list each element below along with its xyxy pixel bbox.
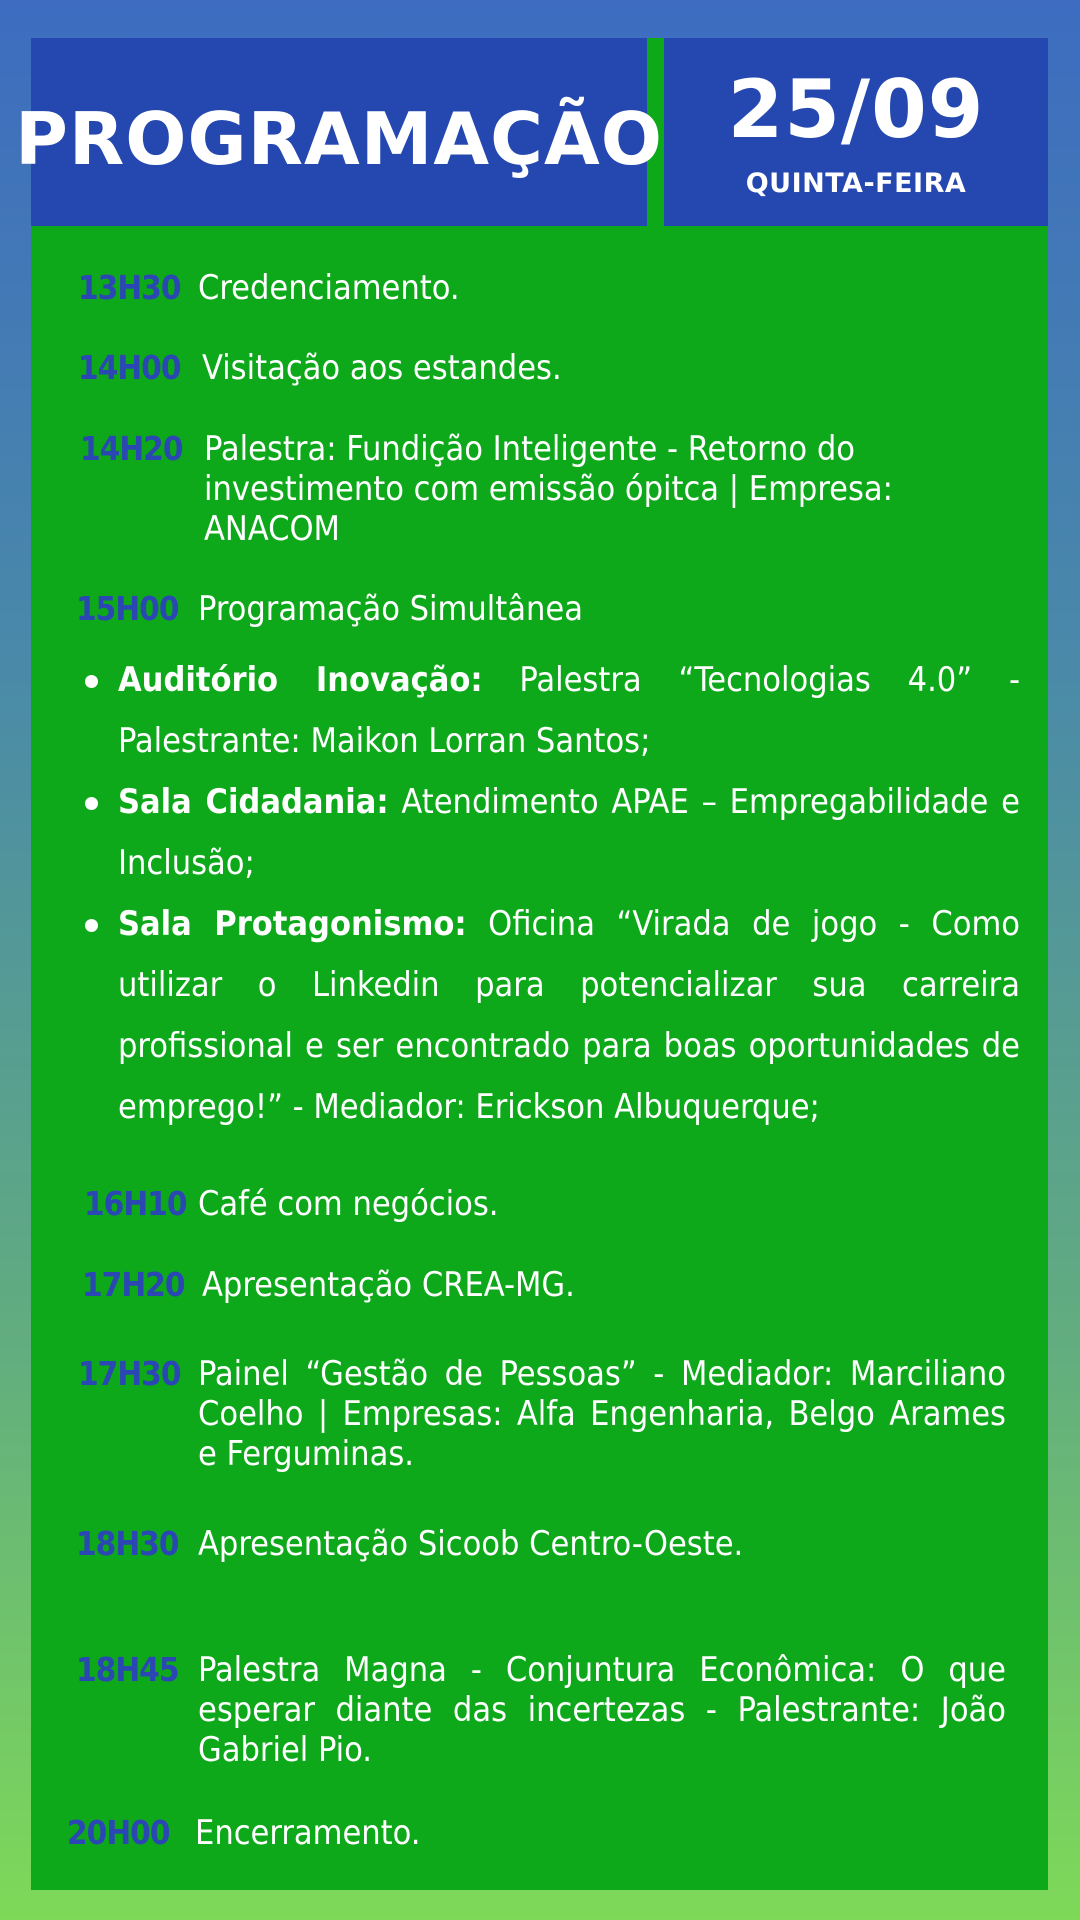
schedule-item xyxy=(78,1354,1018,1474)
schedule-text: Painel “Gestão de Pessoas” - Mediador: Marciliano Coelho | Empresas: Alfa Engenharia, Belgo Arames e Ferguminas. xyxy=(198,1354,1006,1474)
schedule-item xyxy=(78,348,1018,388)
room-activity: Atendimento APAE – Empregabilidade e Inclusão; xyxy=(118,782,1020,883)
schedule-item xyxy=(76,1524,1016,1564)
room-name: Sala Protagonismo: xyxy=(118,904,467,944)
schedule-text: Visitação aos estandes. xyxy=(202,348,562,388)
schedule-item xyxy=(82,1265,1022,1305)
schedule-time: 15H00 xyxy=(76,589,179,628)
schedule-text: Café com negócios. xyxy=(198,1184,499,1224)
schedule-time: 18H30 xyxy=(76,1524,179,1563)
schedule-time: 20H00 xyxy=(67,1813,170,1852)
title-banner xyxy=(15,38,663,226)
event-date: 25/09 xyxy=(727,63,985,156)
schedule-time: 16H10 xyxy=(84,1184,187,1223)
schedule-time: 14H00 xyxy=(78,348,181,387)
schedule-item xyxy=(78,268,1018,308)
schedule-item xyxy=(76,589,1016,629)
schedule-time: 14H20 xyxy=(80,429,183,468)
schedule-text: Credenciamento. xyxy=(198,268,460,308)
bullet-icon xyxy=(85,797,98,810)
page-title: PROGRAMAÇÃO xyxy=(15,97,663,181)
list-item xyxy=(70,650,1020,772)
schedule-text: Programação Simultânea xyxy=(198,589,583,629)
schedule-item xyxy=(84,1184,1024,1224)
room-name: Auditório Inovação: xyxy=(118,660,483,700)
schedule-time: 18H45 xyxy=(76,1650,179,1689)
simultaneous-list xyxy=(70,650,1020,1138)
schedule-time: 13H30 xyxy=(78,268,181,307)
event-weekday: QUINTA-FEIRA xyxy=(745,168,967,199)
room-activity: Palestra “Tecnologias 4.0” - Palestrante: Maikon Lorran Santos; xyxy=(118,660,1020,761)
schedule-text: Palestra: Fundição Inteligente - Retorno do investimento com emissão ópitca | Empresa: ANACOM xyxy=(204,429,893,549)
schedule-text: Apresentação Sicoob Centro-Oeste. xyxy=(198,1524,744,1564)
room-name: Sala Cidadania: xyxy=(118,782,389,822)
schedule-item xyxy=(80,429,1020,549)
room-activity: Oficina “Virada de jogo - Como utilizar o Linkedin para potencializar sua carreira profissional e ser encontrado para boas oportunidades de emprego!” - Mediador: Erickson Albuquerque; xyxy=(118,904,1020,1127)
schedule-text: Palestra Magna - Conjuntura Econômica: O que esperar diante das incertezas - Palestrante: João Gabriel Pio. xyxy=(198,1650,1006,1770)
bullet-icon xyxy=(85,675,98,688)
list-item xyxy=(70,772,1020,894)
schedule-item xyxy=(76,1650,1016,1770)
list-item xyxy=(70,894,1020,1138)
schedule-item xyxy=(67,1813,1007,1853)
schedule-text: Encerramento. xyxy=(195,1813,421,1853)
bullet-icon xyxy=(85,919,98,932)
schedule-time: 17H30 xyxy=(78,1354,181,1393)
date-banner xyxy=(664,38,1048,226)
schedule-time: 17H20 xyxy=(82,1265,185,1304)
schedule-text: Apresentação CREA-MG. xyxy=(202,1265,575,1305)
